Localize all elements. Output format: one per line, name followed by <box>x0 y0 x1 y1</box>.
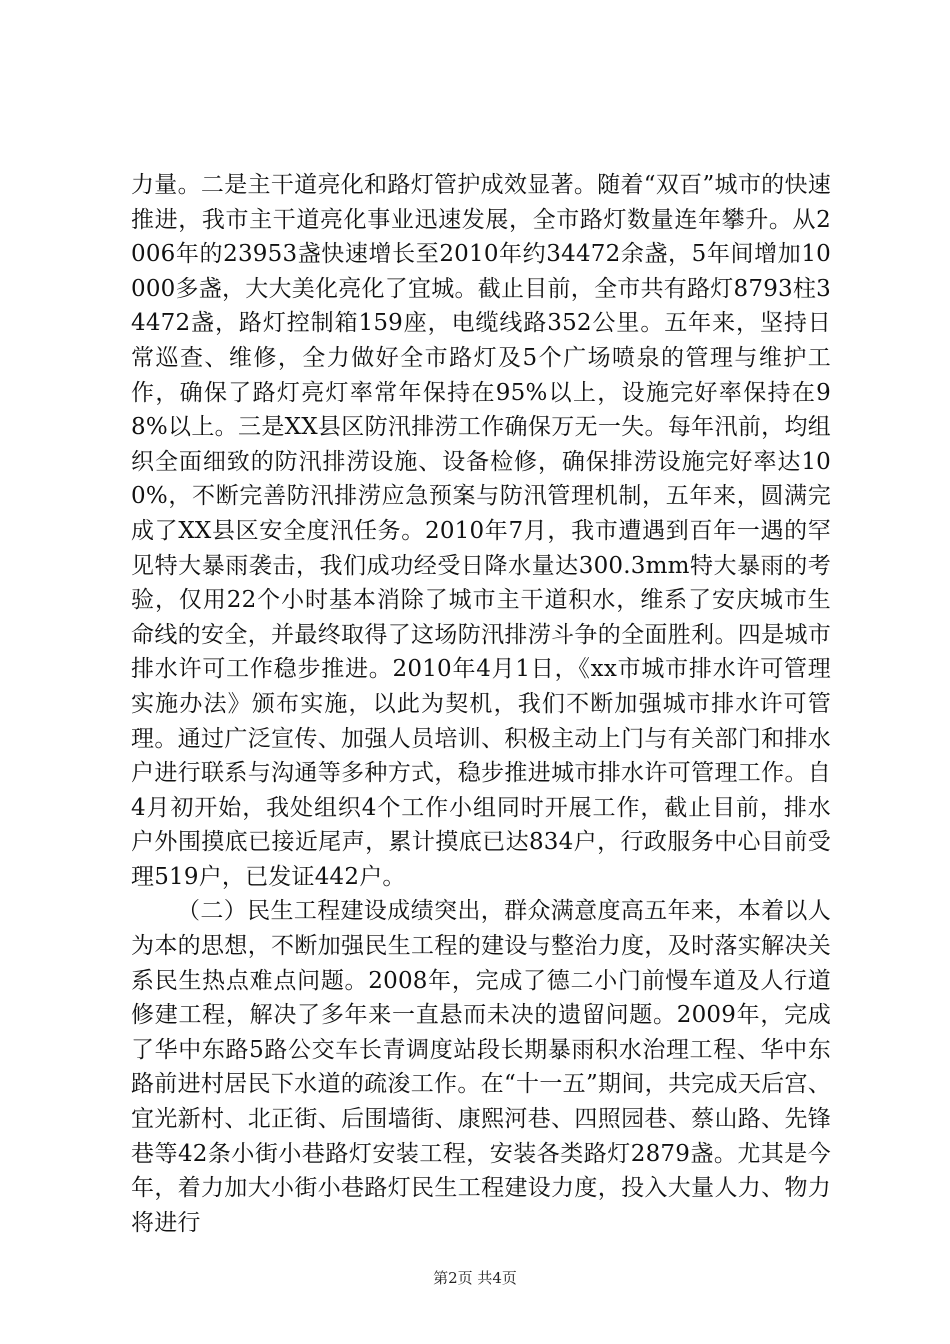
document-body <box>131 168 831 1240</box>
paragraph-2: （二）民生工程建设成绩突出，群众满意度高五年来，本着以人为本的思想，不断加强民生工程的建设与整治力度，及时落实解决关系民生热点难点问题。2008年，完成了德二小门前慢车道及人行道修建工程，解决了多年来一直悬而未决的遗留问题。2009年，完成了华中东路5路公交车长青调度站段长期暴雨积水治理工程、华中东路前进村居民下水道的疏浚工作。在“十一五”期间，共完成天后宫、宜光新村、北正街、后围墙街、康熙河巷、四照园巷、蔡山路、先锋巷等42条小街小巷路灯安装工程，安装各类路灯2879盏。尤其是今年，着力加大小街小巷路灯民生工程建设力度，投入大量人力、物力将进行 <box>131 898 831 1236</box>
page-footer: 第2页 共4页 <box>433 1269 517 1287</box>
paragraph-1: 力量。二是主干道亮化和路灯管护成效显著。随着“双百”城市的快速推进，我市主干道亮化事业迅速发展，全市路灯数量连年攀升。从2006年的23953盏快速增长至2010年约34472余盏，5年间增加10000多盏，大大美化亮化了宜城。截止目前，全市共有路灯8793柱34472盏，路灯控制箱159座，电缆线路352公里。五年来，坚持日常巡查、维修，全力做好全市路灯及5个广场喷泉的管理与维护工作，确保了路灯亮灯率常年保持在95%以上，设施完好率保持在98%以上。三是XX县区防汛排涝工作确保万无一失。每年汛前，均组织全面细致的防汛排涝设施、设备检修，确保排涝设施完好率达100%，不断完善防汛排涝应急预案与防汛管理机制，五年来，圆满完成了XX县区安全度汛任务。2010年7月，我市遭遇到百年一遇的罕见特大暴雨袭击，我们成功经受日降水量达300.3mm特大暴雨的考验，仅用22个小时基本消除了城市主干道积水，维系了安庆城市生命线的安全，并最终取得了这场防汛排涝斗争的全面胜利。四是城市排水许可工作稳步推进。2010年4月1日，《xx市城市排水许可管理实施办法》颁布实施，以此为契机，我们不断加强城市排水许可管理。通过广泛宣传、加强人员培训、积极主动上门与有关部门和排水户进行联系与沟通等多种方式，稳步推进城市排水许可管理工作。自4月初开始，我处组织4个工作小组同时开展工作，截止目前，排水户外围摸底已接近尾声，累计摸底已达834户，行政服务中心目前受理519户，已发证442户。 <box>131 172 831 890</box>
